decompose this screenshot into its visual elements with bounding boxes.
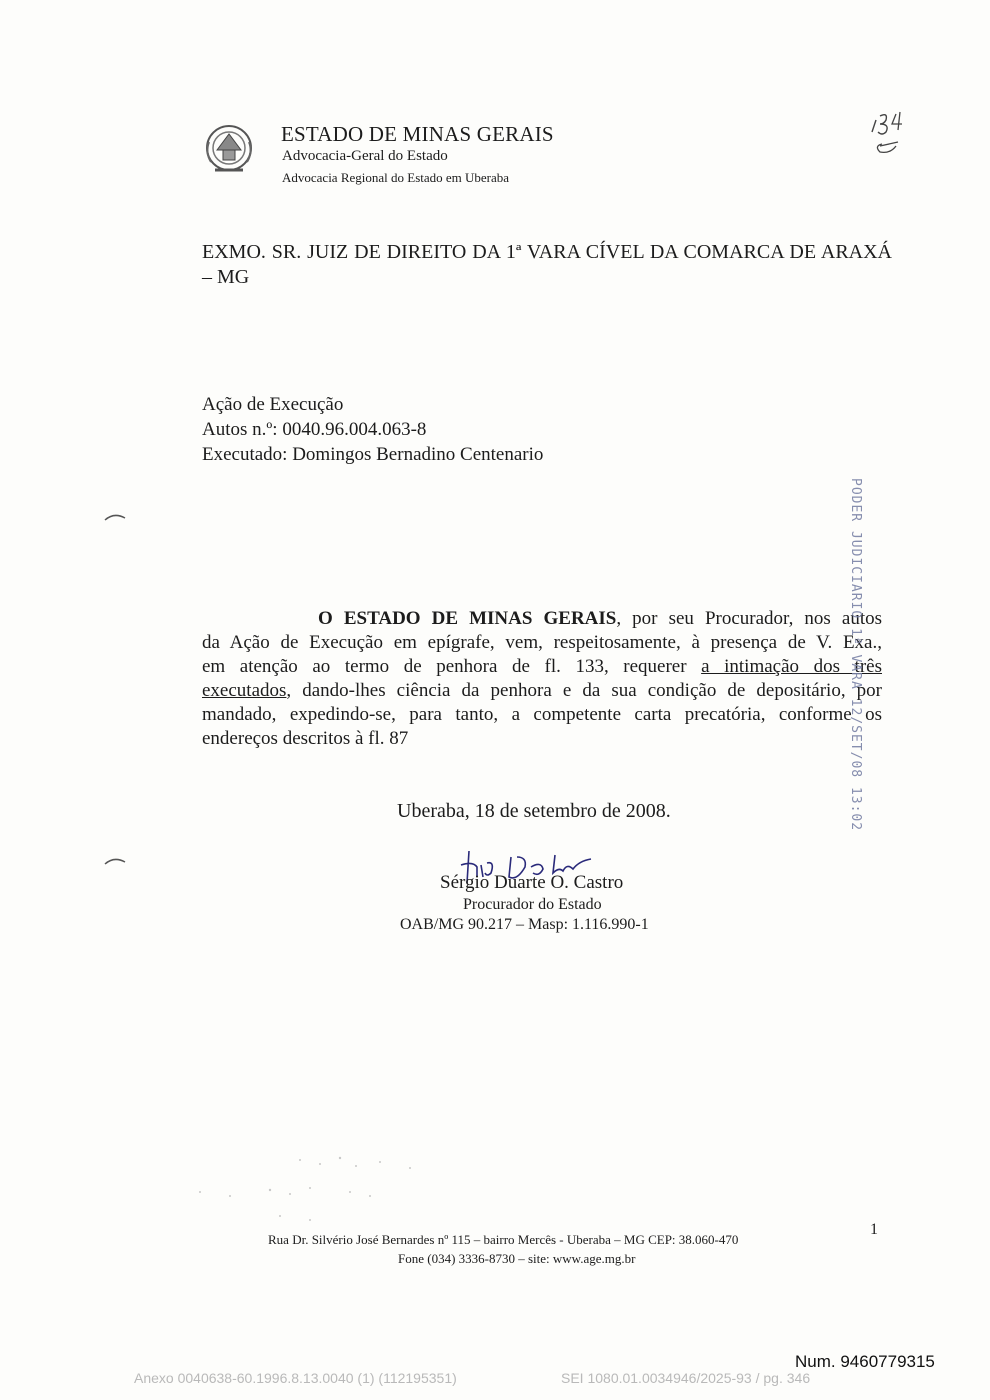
body-line: em atenção ao termo de penhora de fl. 133, requerer a intimação dos três — [202, 656, 882, 677]
body-line: endereços descritos à fl. 87 — [202, 728, 409, 749]
punch-hole-mark — [104, 856, 126, 866]
header-regional: Advocacia Regional do Estado em Uberaba — [282, 170, 510, 185]
underlined-request: a intimação dos três — [701, 656, 882, 677]
case-info — [202, 392, 543, 467]
party-name: O ESTADO DE MINAS GERAIS — [318, 608, 617, 629]
signatory-name: Sérgio Duarte O. Castro — [440, 872, 624, 893]
sei-reference: SEI 1080.01.0034946/2025-93 / pg. 346 — [561, 1370, 811, 1386]
case-executado: Executado: Domingos Bernadino Centenario — [202, 444, 544, 465]
footer-contact: Fone (034) 3336-8730 – site: www.age.mg.br — [398, 1251, 636, 1266]
annex-reference: Anexo 0040638-60.1996.8.13.0040 (1) (112195351) — [134, 1370, 457, 1386]
case-number: Autos n.º: 0040.96.004.063-8 — [202, 419, 427, 440]
handwritten-page-number — [862, 108, 922, 158]
petition-body — [202, 607, 882, 751]
scan-noise — [180, 1150, 440, 1230]
body-line: executados, dando-lhes ciência da penhora e da sua condição de depositário, por — [202, 680, 882, 701]
document-id: Num. 9460779315 — [795, 1352, 935, 1371]
punch-hole-mark — [104, 512, 126, 522]
signatory-registration: OAB/MG 90.217 – Masp: 1.116.990-1 — [400, 916, 649, 933]
header-subtitle: Advocacia-Geral do Estado — [282, 148, 448, 164]
addressee: EXMO. SR. JUIZ DE DIREITO DA 1ª VARA CÍVEL DA COMARCA DE ARAXÁ – MG — [202, 241, 892, 288]
page-number: 1 — [870, 1221, 878, 1238]
signatory-role: Procurador do Estado — [463, 896, 602, 913]
footer-address: Rua Dr. Silvério José Bernardes nº 115 – bairro Mercês - Uberaba – MG CEP: 38.060-470 — [268, 1232, 739, 1247]
body-line: O ESTADO DE MINAS GERAIS, por seu Procurador, nos autos — [318, 608, 882, 629]
court-receipt-stamp: PODER JUDICIARIO 1ª VARA 12/SET/08 13:02 — [848, 478, 863, 832]
body-line: da Ação de Execução em epígrafe, vem, respeitosamente, à presença de V. Exa., — [202, 632, 882, 653]
body-line: mandado, expedindo-se, para tanto, a competente carta precatória, conforme os — [202, 704, 882, 725]
state-coat-of-arms-icon — [203, 122, 255, 178]
case-action: Ação de Execução — [202, 394, 344, 415]
underlined-request: executados — [202, 680, 287, 701]
header-title: ESTADO DE MINAS GERAIS — [281, 122, 554, 146]
date-line: Uberaba, 18 de setembro de 2008. — [397, 800, 671, 822]
